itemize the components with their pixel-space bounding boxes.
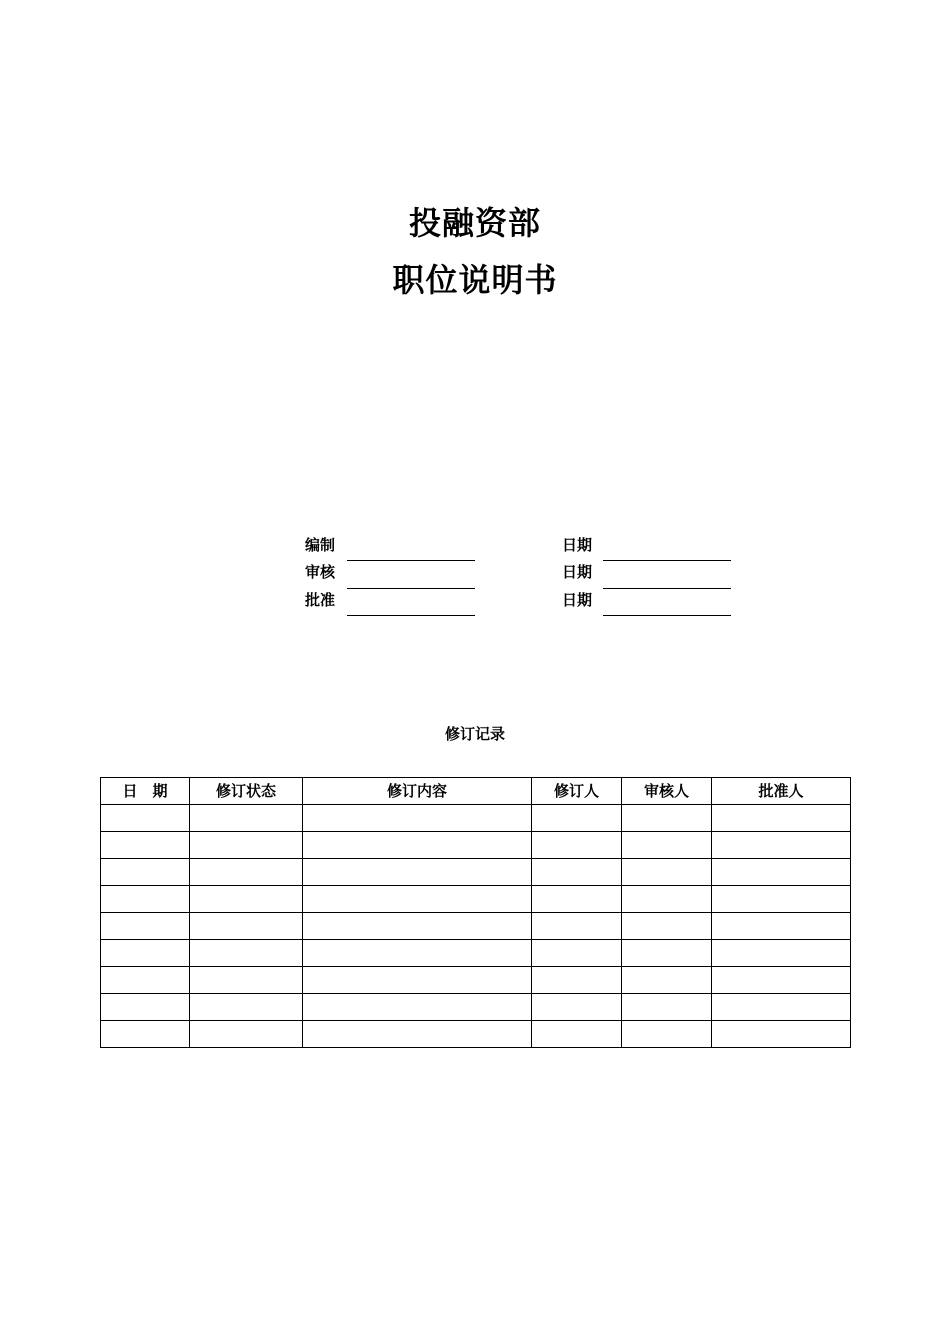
table-cell[interactable] <box>712 832 851 859</box>
table-cell[interactable] <box>101 886 190 913</box>
table-cell[interactable] <box>101 859 190 886</box>
table-row <box>101 967 851 994</box>
table-row <box>101 886 851 913</box>
table-cell[interactable] <box>532 1021 622 1048</box>
table-cell[interactable] <box>532 940 622 967</box>
table-cell[interactable] <box>303 994 532 1021</box>
table-cell[interactable] <box>532 913 622 940</box>
table-cell[interactable] <box>622 913 712 940</box>
table-cell[interactable] <box>190 832 303 859</box>
approved-by-line[interactable] <box>347 615 475 616</box>
table-cell[interactable] <box>303 1021 532 1048</box>
table-cell[interactable] <box>712 1021 851 1048</box>
revision-table-header-row <box>101 778 851 805</box>
table-row <box>101 805 851 832</box>
table-cell[interactable] <box>532 832 622 859</box>
table-cell[interactable] <box>712 913 851 940</box>
prepared-date-label: 日期 <box>562 536 593 554</box>
table-cell[interactable] <box>622 805 712 832</box>
document-title-department: 投融资部 <box>408 204 541 242</box>
prepared-date-line[interactable] <box>603 560 731 561</box>
table-cell[interactable] <box>712 805 851 832</box>
table-cell[interactable] <box>303 967 532 994</box>
revision-table <box>100 777 851 1048</box>
table-cell[interactable] <box>622 859 712 886</box>
table-cell[interactable] <box>190 1021 303 1048</box>
column-header-reviser: 修订人 <box>532 778 622 805</box>
table-cell[interactable] <box>190 967 303 994</box>
revision-record-title: 修订记录 <box>444 725 505 743</box>
reviewed-date-label: 日期 <box>562 563 593 581</box>
table-cell[interactable] <box>101 832 190 859</box>
table-cell[interactable] <box>532 967 622 994</box>
table-cell[interactable] <box>190 886 303 913</box>
table-cell[interactable] <box>622 967 712 994</box>
table-cell[interactable] <box>101 913 190 940</box>
reviewed-date-line[interactable] <box>603 588 731 589</box>
table-cell[interactable] <box>532 805 622 832</box>
table-cell[interactable] <box>622 940 712 967</box>
document-title-job-description: 职位说明书 <box>392 261 558 299</box>
table-cell[interactable] <box>101 1021 190 1048</box>
table-cell[interactable] <box>712 967 851 994</box>
table-row <box>101 913 851 940</box>
table-cell[interactable] <box>101 805 190 832</box>
prepared-by-label: 编制 <box>305 536 336 554</box>
reviewed-by-label: 审核 <box>305 563 336 581</box>
table-cell[interactable] <box>101 994 190 1021</box>
table-row <box>101 832 851 859</box>
table-cell[interactable] <box>303 886 532 913</box>
table-cell[interactable] <box>101 940 190 967</box>
table-cell[interactable] <box>712 940 851 967</box>
table-cell[interactable] <box>101 967 190 994</box>
table-cell[interactable] <box>190 913 303 940</box>
table-cell[interactable] <box>622 832 712 859</box>
table-row <box>101 1021 851 1048</box>
table-cell[interactable] <box>532 886 622 913</box>
table-cell[interactable] <box>532 994 622 1021</box>
column-header-revision-content: 修订内容 <box>303 778 532 805</box>
approved-date-label: 日期 <box>562 591 593 609</box>
column-header-reviewer: 审核人 <box>622 778 712 805</box>
table-cell[interactable] <box>303 940 532 967</box>
column-header-approver: 批准人 <box>712 778 851 805</box>
prepared-by-line[interactable] <box>347 560 475 561</box>
table-cell[interactable] <box>532 859 622 886</box>
table-cell[interactable] <box>303 805 532 832</box>
table-row <box>101 859 851 886</box>
table-cell[interactable] <box>712 994 851 1021</box>
table-cell[interactable] <box>712 886 851 913</box>
approved-date-line[interactable] <box>603 615 731 616</box>
reviewed-by-line[interactable] <box>347 588 475 589</box>
table-cell[interactable] <box>303 832 532 859</box>
table-row <box>101 994 851 1021</box>
table-cell[interactable] <box>303 913 532 940</box>
column-header-revision-status: 修订状态 <box>190 778 303 805</box>
table-cell[interactable] <box>190 805 303 832</box>
table-cell[interactable] <box>303 859 532 886</box>
table-cell[interactable] <box>622 994 712 1021</box>
approved-by-label: 批准 <box>305 591 336 609</box>
table-cell[interactable] <box>190 859 303 886</box>
table-cell[interactable] <box>622 1021 712 1048</box>
column-header-date: 日 期 <box>101 778 190 805</box>
table-cell[interactable] <box>190 994 303 1021</box>
table-row <box>101 940 851 967</box>
table-cell[interactable] <box>190 940 303 967</box>
table-cell[interactable] <box>712 859 851 886</box>
table-cell[interactable] <box>622 886 712 913</box>
